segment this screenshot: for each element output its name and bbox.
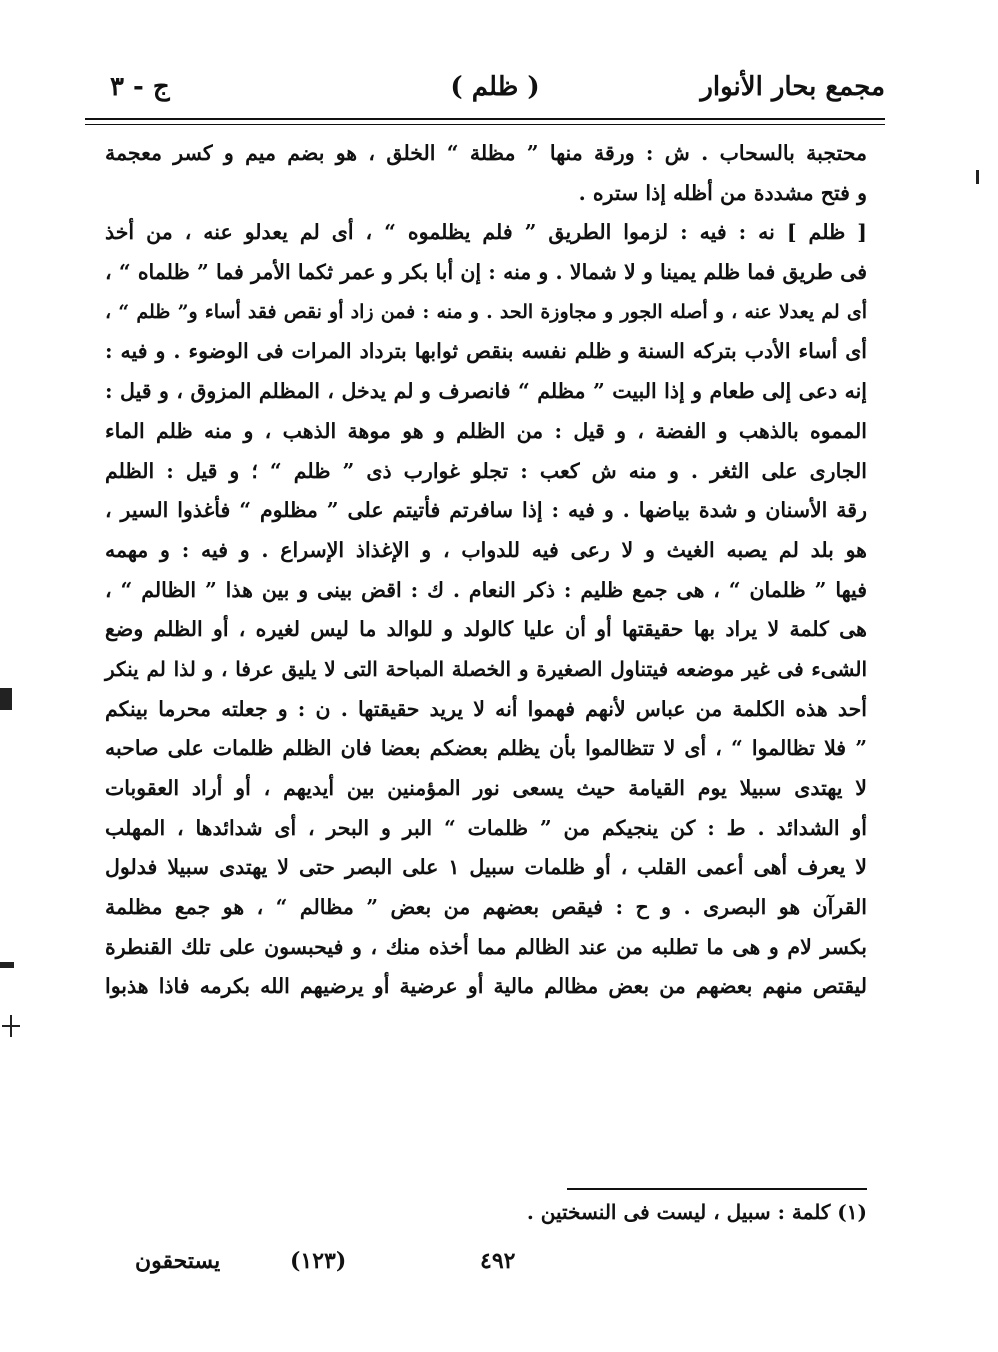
margin-mark [0, 688, 12, 710]
text-line: أحد هذه الكلمة من عباس لأنهم فهموا أنه لا يريد حقيقتها . ن : و جعلته محرما بينكم [105, 696, 867, 721]
text-line: القرآن هو البصرى . و ح : فيقص بعضهم من بعض ” مظالم “ ، هو جمع مظلمة [105, 895, 867, 920]
text-line: فيها ” ظلمان “ ، هى جمع ظليم : ذكر النعام . ك : اقض بينى و بين هذا ” الظالم “ ، [105, 577, 867, 602]
text-line: و فتح مشددة من أظله إذا ستره . [578, 180, 867, 205]
catchword: يستحقون [135, 1248, 221, 1274]
text-line: أى لم يعدلا عنه ، و أصله الجور و مجاوزة الحد . و منه : فمن زاد أو نقص فقد أساء و” ظلم “ ، [105, 300, 867, 323]
margin-mark [0, 962, 14, 968]
page-footer [85, 1248, 885, 1288]
text-line: لا يعرف أهى أعمى القلب ، أو ظلمات سبيل ١ على البصر حتى لا يهتدى سبيلا فدلول [105, 855, 867, 880]
entry-heading: ( ظلم ) [450, 72, 540, 102]
text-line: هو بلد لم يصبه الغيث و لا رعى فيه للدواب ، و الإغذاذ الإسراع . و فيه : و مهمه [105, 537, 867, 562]
text-line: [ ظلم ] نه : فيه : لزموا الطريق ” فلم يظلموه “ ، أى لم يعدلو عنه ، من أخذ [105, 220, 867, 245]
page-number: ٤٩٢ [480, 1248, 516, 1274]
text-line: محتجبة بالسحاب . ش : ورقة منها ” مظلة “ الخلق ، هو بضم ميم و كسر معجمة [105, 141, 867, 165]
text-line: ” فلا تظالموا “ ، أى لا تتظالموا بأن يظلم بعضكم بعضا فان الظلم ظلمات على صاحبه [105, 736, 867, 761]
book-title: مجمع بحار الأنوار [700, 72, 885, 102]
main-text [105, 134, 867, 1007]
footnote-rule [567, 1188, 867, 1190]
text-line: المموه بالذهب و الفضة ، و قيل : من الظلم و هو موهة الذهب ، و منه ظلم الماء [105, 418, 867, 443]
text-line: ليقتص منهم بعضهم من بعض مظالم مالية أو عرضية أو يرضيهم الله بكرمه فاذا هذبوا [105, 974, 867, 999]
header-rule-thick [85, 118, 885, 120]
running-header [85, 68, 885, 116]
text-line: أى أساء الأدب بتركه السنة و ظلم نفسه بنقص ثوابها بترداد المرات فى الوضوء . و فيه : [105, 339, 867, 364]
margin-mark [10, 1015, 12, 1037]
text-line: الجارى على الثغر . و منه ش كعب : تجلو غوارب ذى ” ظلم “ ؛ و قيل : الظلم [105, 458, 867, 483]
text-line: الشىء فى غير موضعه فيتناول الصغيرة و الخصلة المباحة التى لا يليق عرفا ، و لذا لم ينكر [105, 656, 868, 681]
text-line: رقة الأسنان و شدة بياضها . و فيه : إذا سافرتم فأتيتم على ” مظلوم “ فأغذوا السير ، [105, 498, 867, 523]
volume-label: ج - ٣ [110, 72, 170, 102]
footnote: (١) كلمة : سبيل ، ليست فى النسختين . [526, 1200, 867, 1224]
text-line: لا يهتدى سبيلا يوم القيامة حيث يسعى نور المؤمنين بين أيديهم ، أو أراد العقوبات [105, 776, 867, 800]
text-line: فى طريق فما ظلم يمينا و لا شمالا . و منه : إن أبا بكر و عمر ثكما الأمر فما ” ظلماه “ ، [105, 260, 867, 285]
text-line: هى كلمة لا يراد بها حقيقتها أو أن عليا كالولد و للوالد ما ليس لغيره ، أو الظلم وضع [105, 617, 867, 642]
text-line: أو الشدائد . ط : كن ينجيكم من ” ظلمات “ البر و البحر ، أى شدائدها ، المهلب [105, 815, 867, 840]
bracket-number: (١٢٣) [290, 1248, 347, 1274]
text-line: إنه دعى إلى طعام و إذا البيت ” مظلم “ فانصرف و لم يدخل ، المظلم المزوق ، و قيل : [105, 379, 867, 404]
margin-mark [976, 170, 979, 184]
text-line: بكسر لام و هى ما تطلبه من عند الظالم مما أخذه منك ، و فيحبسون على تلك القنطرة [105, 934, 867, 959]
header-rule-thin [85, 124, 885, 125]
